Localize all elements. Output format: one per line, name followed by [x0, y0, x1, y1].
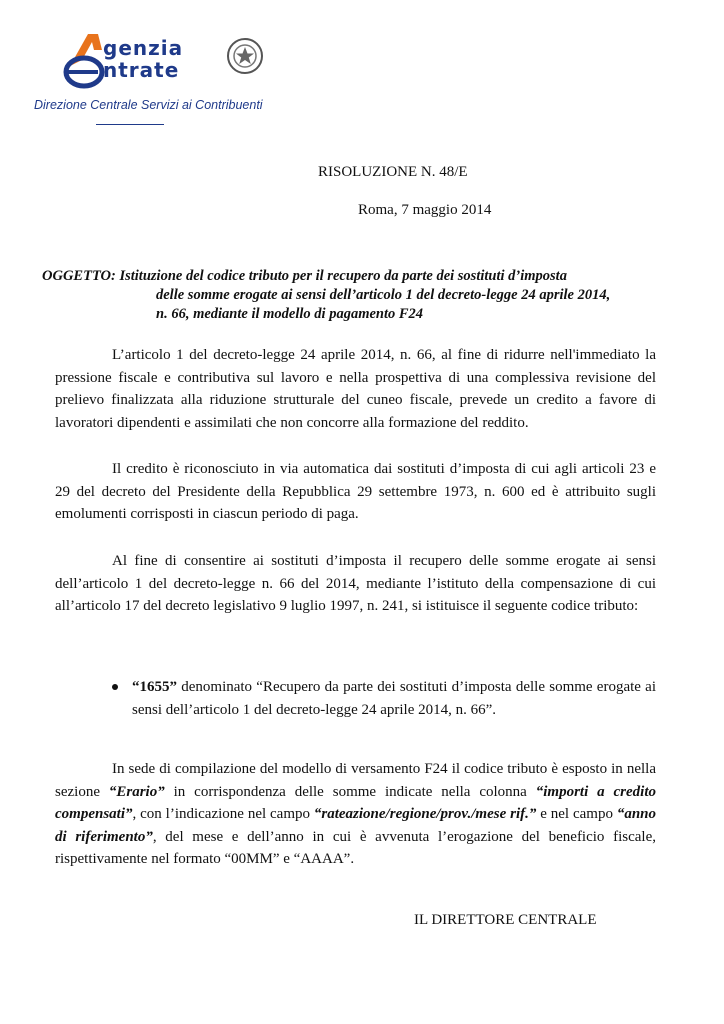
divider: [96, 124, 164, 125]
p4-text-c: , con l’indicazione nel campo: [132, 806, 314, 822]
bullet-dot-icon: [112, 684, 118, 690]
subject-line-2: delle somme erogate ai sensi dell’articolo 1 del decreto-legge 24 aprile 2014,: [156, 287, 611, 303]
paragraph-3: Al fine di consentire ai sostituti d’imposta il recupero delle somme erogate ai sensi dell’articolo 1 del decreto-legge n. 66 del 2014, mediante l’istituto della compensazione di cui all’articolo 17 del decreto legislativo 9 luglio 1997, n. 241, si istituisce il seguente codice tributo:: [55, 553, 656, 614]
department-name: Direzione Centrale Servizi ai Contribuenti: [34, 98, 263, 112]
place-date: Roma, 7 maggio 2014: [358, 202, 492, 218]
p4-text-d: e nel campo: [536, 806, 617, 822]
logo-text-agenzia: genzia: [103, 36, 184, 60]
bullet-item: [132, 676, 656, 721]
subject-line-3: n. 66, mediante il modello di pagamento F24: [156, 306, 424, 322]
logo-text-entrate: ntrate: [103, 58, 180, 82]
tax-code: “1655”: [132, 679, 177, 695]
paragraph-2: Il credito è riconosciuto in via automatica dai sostituti d’imposta di cui agli articoli 23 e 29 del decreto del Presidente della Repubblica 29 settembre 1973, n. 600 ed è attribuito sugli emolumenti corrisposti in ciascun periodo di paga.: [55, 461, 656, 522]
field-erario: “Erario”: [108, 783, 165, 800]
paragraph-4: [55, 758, 656, 871]
signature: IL DIRETTORE CENTRALE: [414, 912, 597, 928]
p4-text-a: In sede di compilazione del modello di versamento F24 il codice tributo è esposto in nella sezione: [55, 761, 656, 800]
republic-emblem-icon: [225, 36, 265, 76]
field-importi: “importi a credito compensati”: [55, 783, 657, 822]
field-rateazione: “rateazione/regione/prov./mese rif.”: [313, 806, 537, 822]
bullet-description: denominato “Recupero da parte dei sostituti d’imposta delle somme erogate ai sensi dell’articolo 1 del decreto-legge 24 aprile 2014, n. 66”.: [132, 679, 656, 718]
subject-label: OGGETTO:: [42, 268, 116, 284]
field-anno: “anno di riferimento”: [55, 806, 657, 845]
resolution-number: RISOLUZIONE N. 48/E: [318, 164, 468, 180]
p4-text-e: , del mese e dell’anno in cui è avvenuta l’erogazione del beneficio fiscale, rispettivamente nel formato “00MM” e “AAAA”.: [55, 828, 657, 867]
paragraph-1: L’articolo 1 del decreto-legge 24 aprile 2014, n. 66, al fine di ridurre nell'immediato la pressione fiscale e contributiva sul lavoro e nella prospettiva di una complessiva revisione del prelievo finalizzata alla riduzione strutturale del cuneo fiscale, prevede un credito a favore di lavoratori dipendenti e assimilati che non concorre alla formazione del reddito.: [55, 347, 656, 431]
subject-line-1: Istituzione del codice tributo per il recupero da parte dei sostituti d’imposta: [119, 268, 567, 284]
p4-text-b: in corrispondenza delle somme indicate nella colonna: [164, 783, 536, 800]
